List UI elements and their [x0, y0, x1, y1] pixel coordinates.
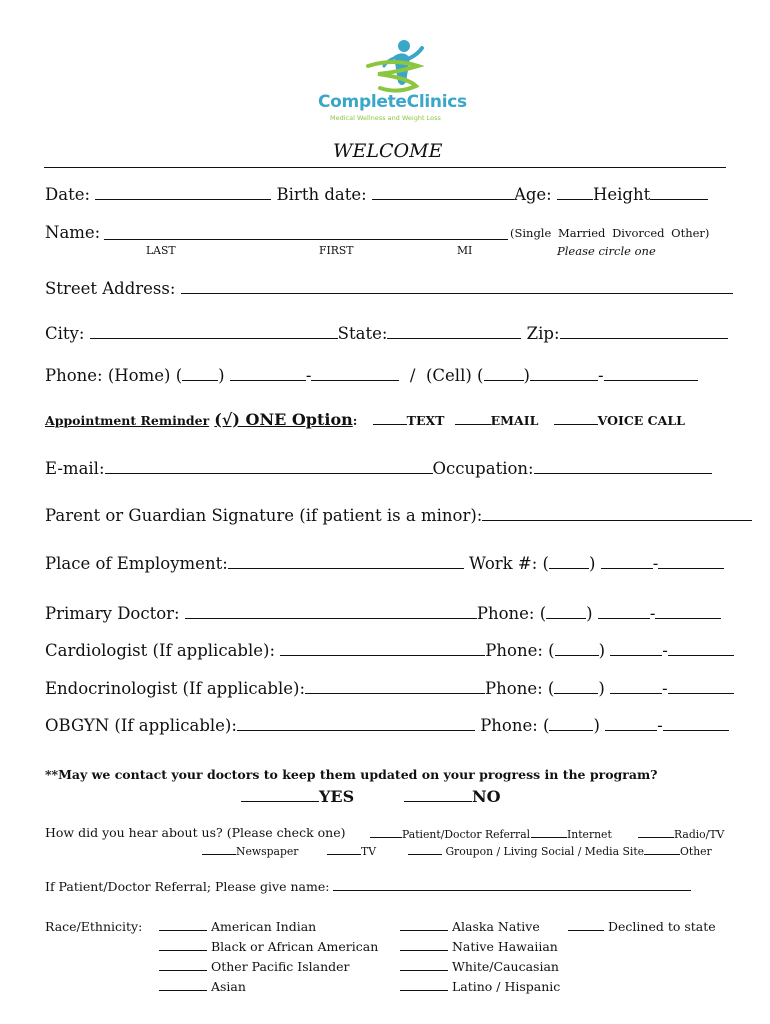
race-field[interactable]	[159, 980, 207, 991]
doctor-phone-dash: -	[657, 716, 663, 735]
race-option-label: Native Hawaiian	[451, 939, 558, 954]
race-option-american-indian[interactable]	[159, 919, 316, 934]
race-option-label: Black or African American	[210, 939, 379, 954]
race-field[interactable]	[159, 960, 207, 971]
hear-referral-label: Patient/Doctor Referral	[402, 828, 531, 841]
doctor-row-obgyn	[45, 716, 729, 735]
doctor-phone-prefix-field[interactable]	[610, 679, 662, 694]
hear-tv-label: TV	[361, 845, 376, 858]
birth-date-field[interactable]	[372, 185, 514, 200]
marital-status-options[interactable]: (Single Married Divorced Other)	[510, 226, 710, 240]
race-field[interactable]	[400, 980, 448, 991]
city-field[interactable]	[90, 324, 338, 339]
email-field[interactable]	[105, 459, 433, 474]
reminder-text-option: TEXT	[406, 413, 445, 428]
reminder-label: Appointment Reminder	[45, 413, 210, 428]
doctor-name-field[interactable]	[280, 641, 485, 656]
doctor-phone-label: Phone: (	[480, 716, 550, 735]
race-option-declined[interactable]	[568, 919, 716, 934]
employment-label: Place of Employment:	[45, 554, 228, 573]
phone-home-label: Phone: (Home)	[45, 366, 171, 385]
doctor-phone-label: Phone: (	[485, 679, 555, 698]
race-field[interactable]	[400, 920, 448, 931]
guardian-label: Parent or Guardian Signature (if patient is a minor):	[45, 506, 483, 525]
work-phone-area-field[interactable]	[549, 554, 589, 569]
work-phone-paren-close: )	[589, 554, 596, 573]
guardian-row	[45, 506, 752, 525]
doctor-phone-area-field[interactable]	[554, 679, 598, 694]
phone-home-paren-close: )	[218, 366, 225, 385]
employment-row	[45, 554, 724, 573]
employment-field[interactable]	[228, 554, 464, 569]
email-label: E-mail:	[45, 459, 105, 478]
race-option-hawaiian[interactable]	[400, 939, 558, 954]
street-field[interactable]	[181, 279, 733, 294]
logo-brand	[318, 92, 467, 112]
height-field[interactable]	[650, 185, 708, 200]
hear-other-field[interactable]	[644, 844, 680, 855]
doctor-phone-dash: -	[662, 641, 668, 660]
date-row	[45, 185, 708, 204]
contact-yes-row	[241, 787, 354, 806]
work-phone-number-field[interactable]	[658, 554, 724, 569]
guardian-signature-field[interactable]	[482, 506, 752, 521]
phone-home-dash: -	[305, 366, 312, 385]
occupation-label: Occupation:	[432, 459, 534, 478]
doctor-phone-number-field[interactable]	[655, 604, 721, 619]
race-option-label: Asian	[210, 979, 246, 994]
race-option-alaska[interactable]	[400, 919, 540, 934]
phone-home-paren-open: (	[175, 366, 183, 385]
hear-tv-field[interactable]	[327, 844, 361, 855]
doctor-phone-label: Phone: (	[476, 604, 547, 623]
logo-brand-clinics: Clinics	[406, 92, 467, 112]
doctor-phone-number-field[interactable]	[663, 716, 729, 731]
city-label: City:	[45, 324, 85, 343]
doctor-row-primary	[45, 604, 721, 623]
doctor-phone-paren-close: )	[598, 679, 605, 698]
state-label: State:	[337, 324, 388, 343]
reminder-email-option: EMAIL	[490, 413, 539, 428]
race-field[interactable]	[400, 960, 448, 971]
doctor-label: OBGYN (If applicable):	[45, 716, 237, 735]
contact-question: **May we contact your doctors to keep them updated on your progress in the program?	[45, 767, 658, 782]
hear-option-newspaper[interactable]	[202, 844, 298, 858]
date-field[interactable]	[95, 185, 271, 200]
hear-newspaper-field[interactable]	[202, 844, 236, 855]
doctor-phone-prefix-field[interactable]	[598, 604, 650, 619]
work-phone-prefix-field[interactable]	[601, 554, 653, 569]
work-phone-dash: -	[652, 554, 659, 573]
phone-row	[45, 366, 698, 385]
phone-cell-paren-close: )	[523, 366, 530, 385]
hear-newspaper-label: Newspaper	[236, 845, 299, 858]
name-label: Name:	[45, 223, 101, 242]
page-title: WELCOME	[333, 140, 443, 162]
logo-brand-complete: Complete	[318, 92, 407, 112]
birth-date-label: Birth date:	[276, 185, 367, 204]
doctor-phone-area-field[interactable]	[546, 604, 586, 619]
email-row	[45, 459, 712, 478]
phone-home-area-field[interactable]	[182, 366, 218, 381]
city-row	[45, 324, 728, 343]
circle-one-note: Please circle one	[557, 244, 656, 258]
doctor-label: Primary Doctor:	[45, 604, 180, 623]
doctor-row-cardiologist	[45, 641, 734, 660]
doctor-phone-paren-close: )	[593, 716, 600, 735]
race-field[interactable]	[400, 940, 448, 951]
hear-option-tv[interactable]	[327, 844, 376, 858]
state-field[interactable]	[387, 324, 521, 339]
occupation-field[interactable]	[534, 459, 712, 474]
race-option-label: Declined to state	[607, 919, 716, 934]
hear-option-internet[interactable]	[531, 827, 612, 841]
race-field[interactable]	[159, 920, 207, 931]
hear-groupon-field[interactable]	[408, 844, 442, 855]
race-field[interactable]	[568, 920, 604, 931]
hear-option-referral[interactable]	[370, 827, 530, 841]
phone-cell-area-field[interactable]	[484, 366, 524, 381]
doctor-phone-dash: -	[649, 604, 656, 623]
doctor-name-field[interactable]	[185, 604, 477, 619]
doctor-row-endocrinologist	[45, 679, 734, 698]
hear-radio-label: Radio/TV	[674, 828, 725, 841]
doctor-phone-area-field[interactable]	[549, 716, 593, 731]
referral-label: If Patient/Doctor Referral; Please give name:	[45, 879, 330, 894]
hear-option-groupon[interactable]	[408, 844, 644, 858]
race-field[interactable]	[159, 940, 207, 951]
hear-radio-field[interactable]	[638, 827, 674, 838]
referral-name-field[interactable]	[333, 880, 691, 891]
clinic-logo	[318, 36, 468, 126]
race-option-label: Latino / Hispanic	[451, 979, 561, 994]
doctor-phone-dash: -	[662, 679, 668, 698]
work-phone-label: Work #: (	[469, 554, 549, 573]
contact-yes-label: YES	[319, 787, 355, 806]
phone-home-number-field[interactable]	[311, 366, 399, 381]
hear-option-radio[interactable]	[638, 827, 724, 841]
doctor-phone-area-field[interactable]	[555, 641, 599, 656]
name-field[interactable]	[104, 223, 508, 240]
contact-no-field[interactable]	[404, 787, 472, 802]
height-label: Height	[593, 185, 651, 204]
reminder-voice-field[interactable]	[554, 414, 598, 425]
logo-tagline: Medical Wellness and Weight Loss	[330, 114, 441, 122]
zip-label: Zip:	[526, 324, 560, 343]
contact-no-label: NO	[472, 787, 501, 806]
doctor-phone-paren-close: )	[586, 604, 593, 623]
race-option-black[interactable]	[159, 939, 378, 954]
race-label: Race/Ethnicity:	[45, 919, 143, 934]
phone-cell-dash: -	[597, 366, 604, 385]
doctor-label: Cardiologist (If applicable):	[45, 641, 276, 660]
phone-slash: /	[409, 366, 416, 385]
name-sub-last: LAST	[146, 244, 176, 257]
phone-cell-prefix-field[interactable]	[530, 366, 598, 381]
date-label: Date:	[45, 185, 91, 204]
reminder-text-field[interactable]	[373, 414, 407, 425]
clinic-logo-icon	[318, 36, 468, 126]
race-option-asian[interactable]	[159, 979, 246, 994]
street-row	[45, 279, 733, 298]
hear-referral-field[interactable]	[370, 827, 402, 838]
doctor-name-field[interactable]	[237, 716, 475, 731]
race-option-latino[interactable]	[400, 979, 560, 994]
street-label: Street Address:	[45, 279, 176, 298]
reminder-email-field[interactable]	[455, 414, 491, 425]
doctor-phone-prefix-field[interactable]	[610, 641, 662, 656]
age-field[interactable]	[557, 185, 593, 200]
doctor-phone-label: Phone: (	[485, 641, 555, 660]
doctor-phone-number-field[interactable]	[668, 679, 734, 694]
zip-field[interactable]	[560, 324, 728, 339]
reminder-colon: :	[352, 413, 358, 428]
age-label: Age:	[513, 185, 552, 204]
doctor-phone-number-field[interactable]	[668, 641, 734, 656]
reminder-check-label: (√) ONE Option	[214, 410, 353, 429]
name-sub-mi: MI	[457, 244, 473, 257]
reminder-voice-option: VOICE CALL	[597, 413, 685, 428]
name-sub-first: FIRST	[319, 244, 354, 257]
contact-no-row	[404, 787, 501, 806]
phone-home-prefix-field[interactable]	[230, 366, 306, 381]
hear-internet-label: Internet	[567, 828, 612, 841]
hear-option-other[interactable]	[644, 844, 712, 858]
race-option-label: American Indian	[210, 919, 317, 934]
title-divider	[44, 167, 726, 168]
hear-other-label: Other	[680, 845, 712, 858]
hear-internet-field[interactable]	[531, 827, 567, 838]
referral-row	[45, 879, 691, 894]
race-option-white[interactable]	[400, 959, 559, 974]
hear-groupon-label: Groupon / Living Social / Media Site	[445, 845, 645, 858]
phone-cell-label: (Cell) (	[425, 366, 484, 385]
doctor-phone-prefix-field[interactable]	[605, 716, 657, 731]
phone-cell-number-field[interactable]	[604, 366, 698, 381]
race-option-label: White/Caucasian	[451, 959, 559, 974]
race-option-label: Alaska Native	[451, 919, 540, 934]
doctor-label: Endocrinologist (If applicable):	[45, 679, 306, 698]
contact-yes-field[interactable]	[241, 787, 319, 802]
doctor-name-field[interactable]	[305, 679, 485, 694]
doctor-phone-paren-close: )	[598, 641, 606, 660]
race-option-pacific[interactable]	[159, 959, 350, 974]
reminder-row	[45, 410, 685, 429]
race-option-label: Other Pacific Islander	[210, 959, 350, 974]
hear-label: How did you hear about us? (Please check one)	[45, 825, 346, 840]
